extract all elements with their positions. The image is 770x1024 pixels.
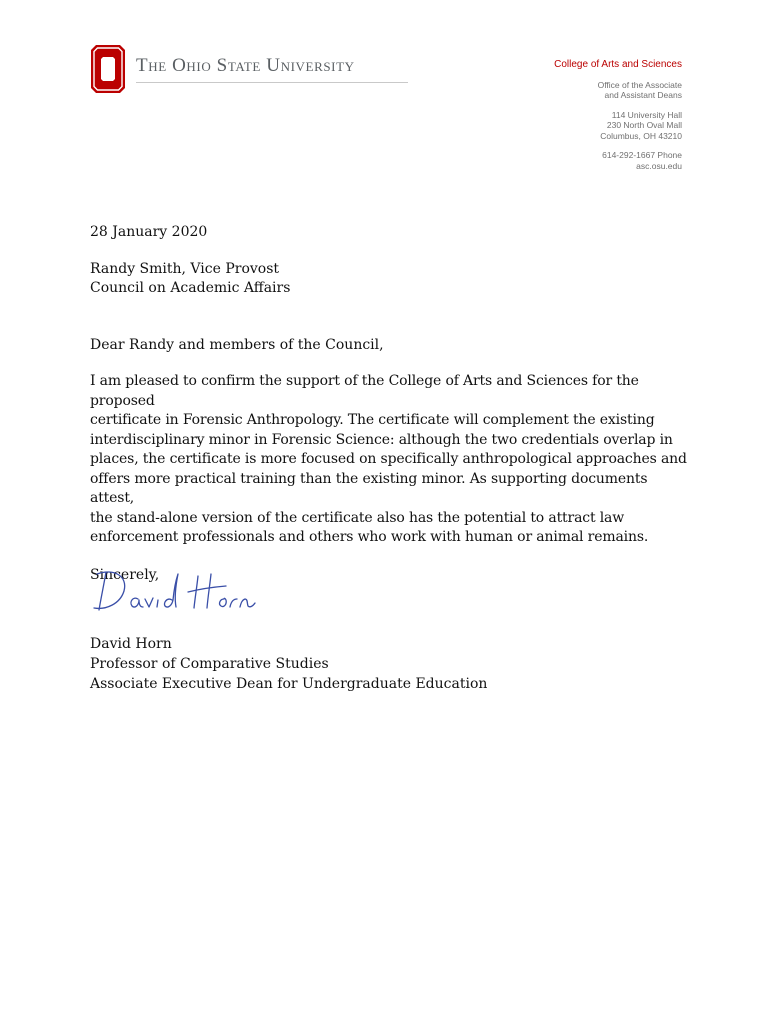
address-line: 114 University Hall <box>611 109 682 120</box>
website: asc.osu.edu <box>636 160 682 171</box>
recipient-line: Randy Smith, Vice Provost <box>90 260 280 277</box>
paragraph-line: the stand-alone version of the certificate also has the potential to attract law <box>90 509 625 526</box>
recipient-block <box>90 260 690 299</box>
recipient-line: Council on Academic Affairs <box>90 280 291 296</box>
paragraph-line: interdisciplinary minor in Forensic Science: although the two credentials overlap in <box>90 431 673 448</box>
paragraph-line: enforcement professionals and others who work with human or animal remains. <box>90 529 649 545</box>
contact-info <box>554 150 682 171</box>
office-line: Office of the Associate <box>597 79 682 90</box>
body-paragraph <box>90 372 690 548</box>
office-name <box>554 80 682 101</box>
signer-title: Professor of Comparative Studies <box>90 656 329 672</box>
block-o-icon <box>90 44 126 94</box>
closing: Sincerely, <box>90 566 160 583</box>
paragraph-line: offers more practical training than the existing minor. As supporting documents attest, <box>90 470 648 506</box>
handwritten-signature <box>92 566 267 616</box>
university-wordmark: The Ohio State University <box>136 55 355 76</box>
wordmark-divider <box>136 82 408 83</box>
university-logo <box>90 44 410 94</box>
phone-number: 614-292-1667 Phone <box>602 150 682 160</box>
signer-name: David Horn <box>90 636 172 652</box>
signer-title: Associate Executive Dean for Undergraduate Education <box>90 676 488 692</box>
college-name: College of Arts and Sciences <box>554 59 682 70</box>
office-line: and Assistant Deans <box>604 90 682 100</box>
salutation: Dear Randy and members of the Council, <box>90 336 384 353</box>
address-line: Columbus, OH 43210 <box>600 130 682 141</box>
letterhead-contact <box>554 60 682 180</box>
paragraph-line: certificate in Forensic Anthropology. The certificate will complement the existing <box>90 412 655 428</box>
signer-block <box>90 634 487 694</box>
paragraph-line: I am pleased to confirm the support of the College of Arts and Sciences for the proposed <box>90 373 639 409</box>
letter-body <box>90 223 690 585</box>
letter-date: 28 January 2020 <box>90 224 208 240</box>
address-line: 230 North Oval Mall <box>606 120 682 130</box>
paragraph-line: places, the certificate is more focused on specifically anthropological approaches and <box>90 451 687 467</box>
mailing-address <box>554 110 682 142</box>
